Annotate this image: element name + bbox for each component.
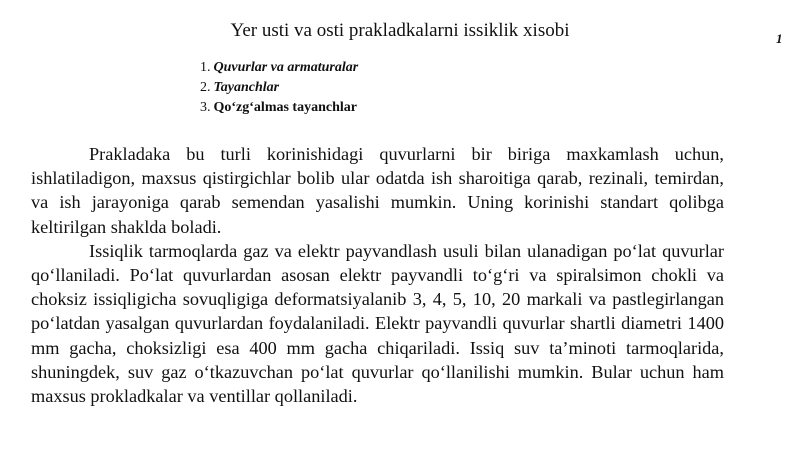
page-title: Yer usti va osti prakladkalarni issiklik xisobi (230, 20, 570, 41)
contents-item-text: Quvurlar va armaturalar (213, 60, 359, 75)
contents-list (200, 58, 358, 118)
contents-item (200, 98, 358, 118)
contents-item-number: 2. (200, 80, 211, 95)
paragraph: Prakladaka bu turli korinishidagi quvurlarni bir biriga maxkamlash uchun, ishlatiladigon, maxsus qistirgichlar bolib ular odatda ish sharoitiga qarab, rezinali, temirdan, va ish jarayoniga qarab semendan yasalishi mumkin. Uning korinishi standart qolibga keltirilgan shaklda boladi. (31, 144, 724, 237)
paragraph: Issiqlik tarmoqlarda gaz va elektr payvandlash usuli bilan ulanadigan po‘lat quvurlar qo‘llaniladi. Po‘lat quvurlardan asosan elektr payvandli to‘g‘ri va spiralsimon chokli va choksiz issiqligicha sovuqligiga deformatsiyalanib 3, 4, 5, 10, 20 markali va pastlegirlangan po‘latdan yasalgan quvurlardan foydalaniladi. Elektr payvandli quvurlar shartli diametri 1400 mm gacha, choksizligi esa 400 mm gacha chiqariladi. Issiq suv ta’minoti tarmoqlarida, shuningdek, suv gaz o‘tkazuvchan po‘lat quvurlar qo‘llanilishi mumkin. Bular uchun ham maxsus prokladkalar va ventillar qollaniladi. (31, 240, 724, 407)
contents-item-number: 3. (200, 100, 211, 115)
contents-item (200, 58, 358, 78)
body-text (31, 142, 724, 408)
contents-item-number: 1. (200, 60, 211, 75)
contents-item-text: Qo‘zg‘almas tayanchlar (213, 100, 357, 115)
contents-item-text: Tayanchlar (213, 80, 280, 95)
contents-item (200, 78, 358, 98)
page-number: 1 (776, 31, 783, 46)
